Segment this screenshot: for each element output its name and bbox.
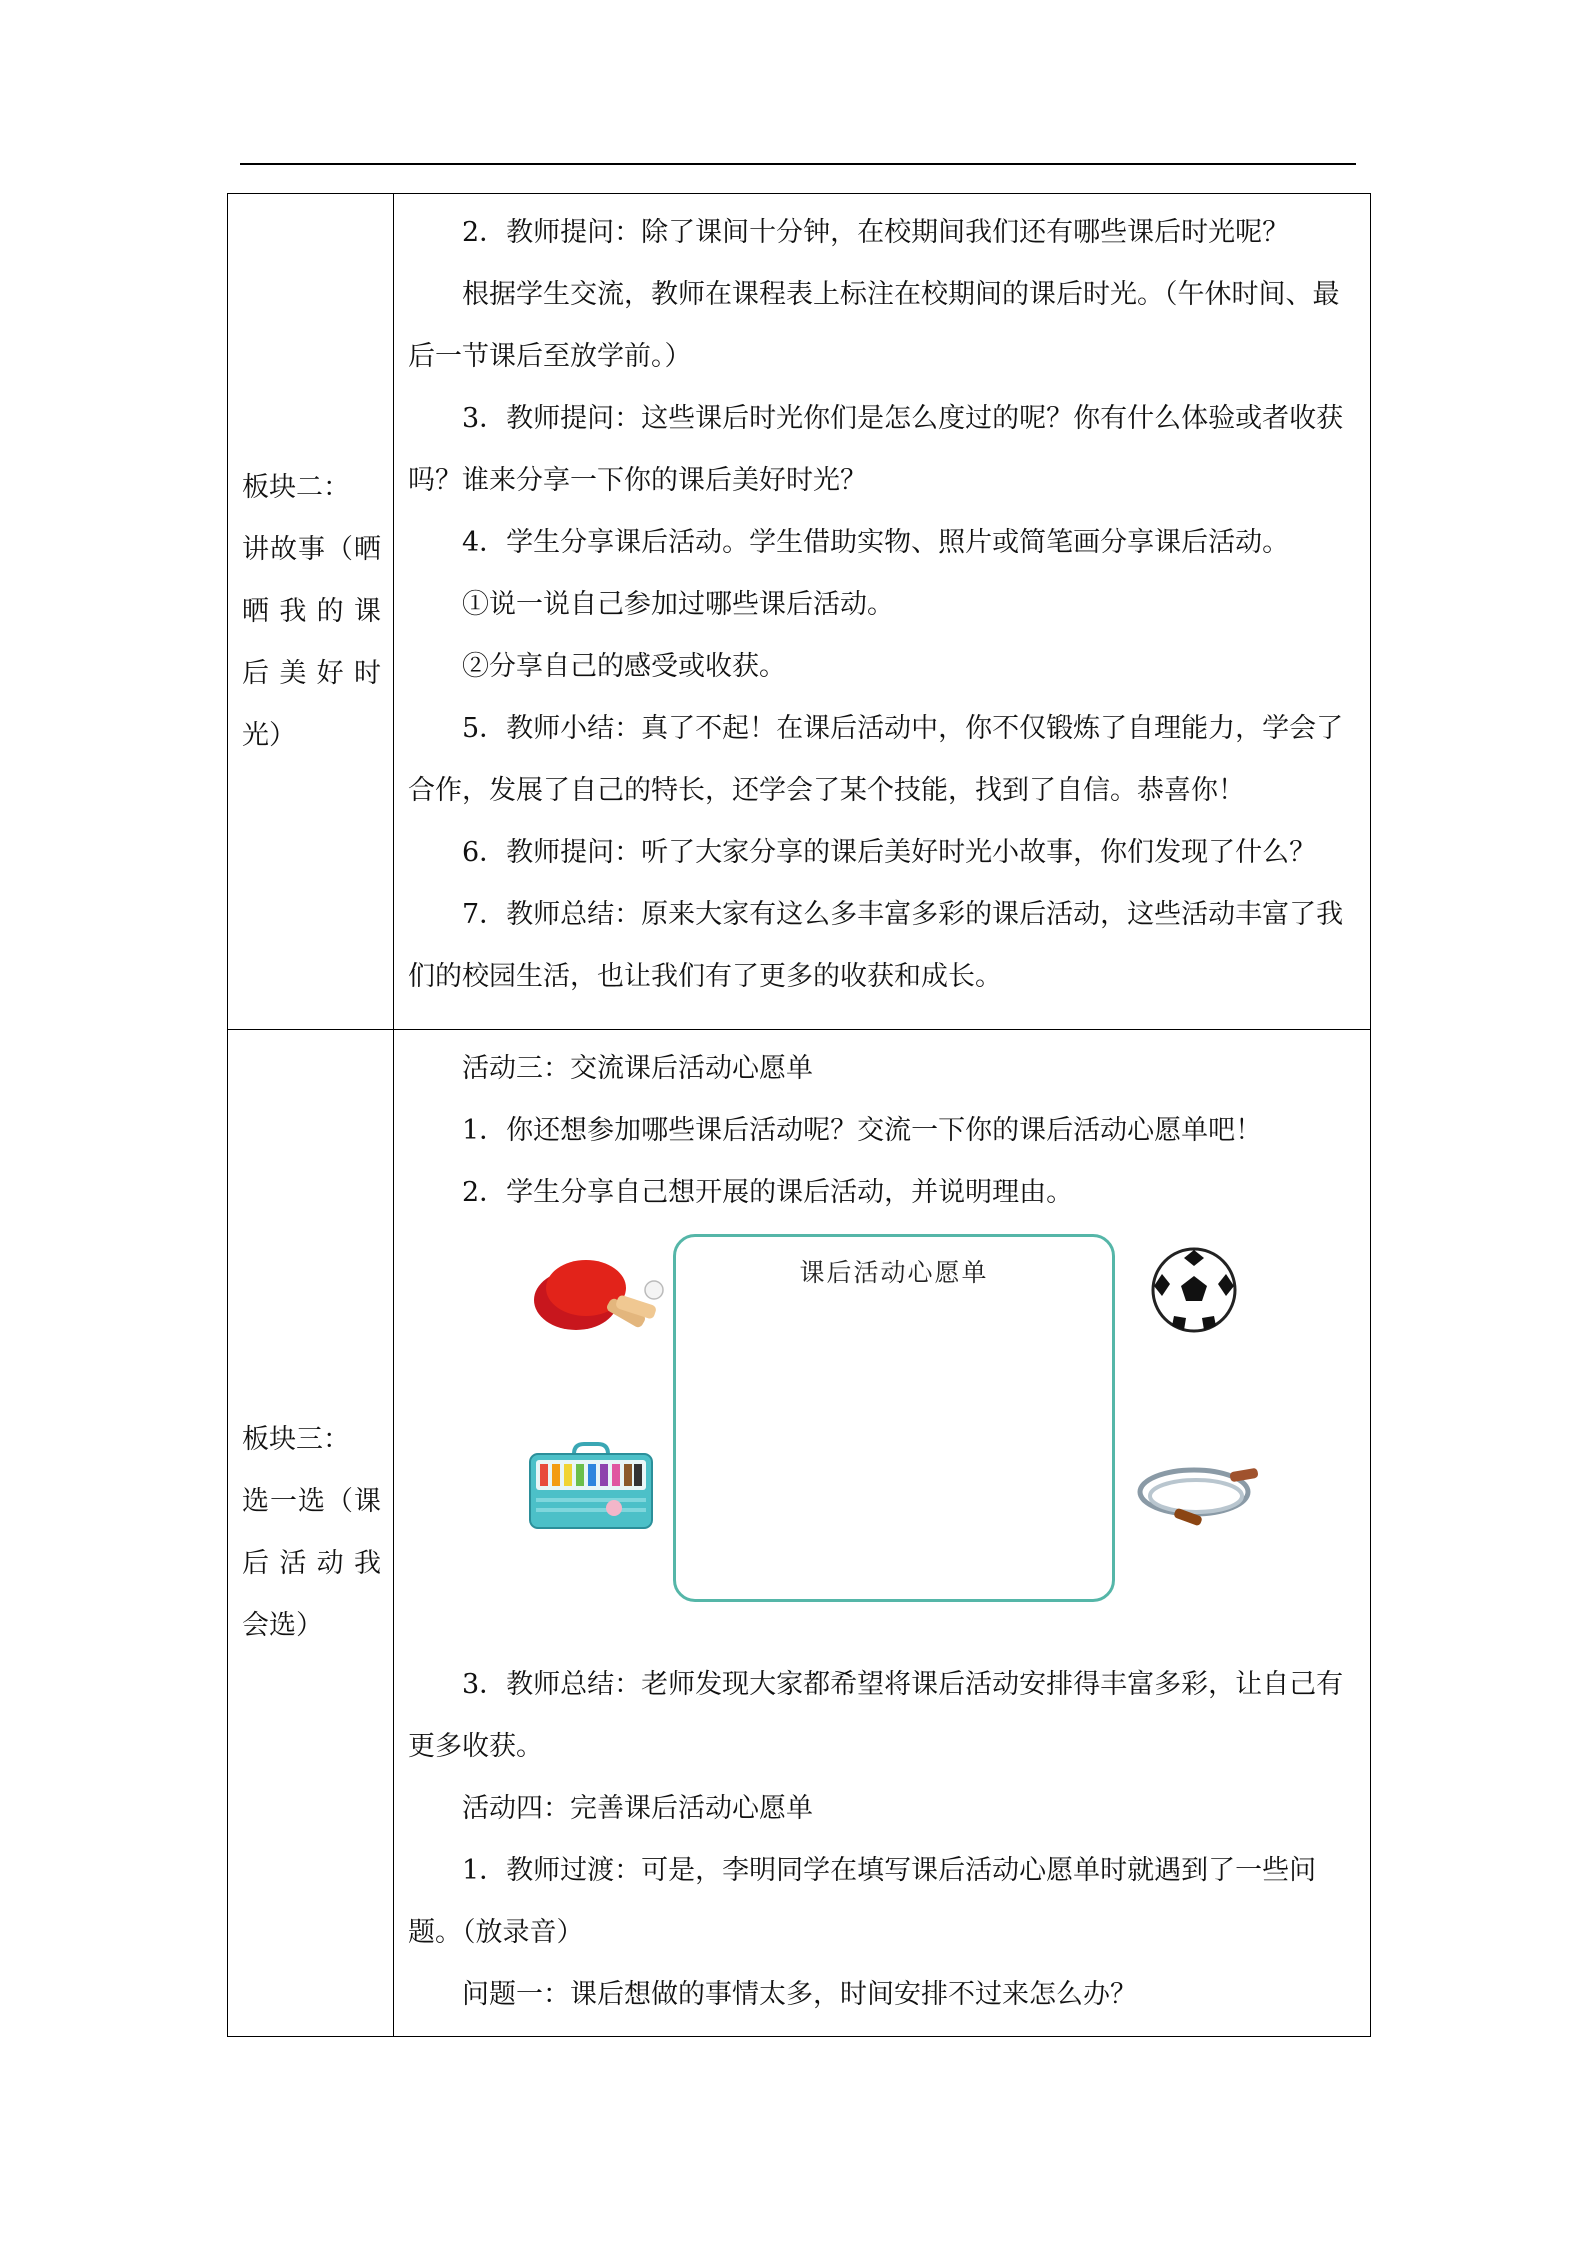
section-label-line: 光） — [242, 719, 296, 751]
section-3-content — [394, 1030, 1371, 2037]
wishlist-card — [673, 1234, 1115, 1602]
section-label-line: 板块二： — [242, 471, 350, 503]
paragraph: 根据学生交流，教师在课程表上标注在校期间的课后时光。（午休时间、最后一节课后至放学前。） — [408, 279, 1340, 372]
paragraph: 活动三：交流课后活动心愿单 — [462, 1053, 813, 1084]
wishlist-illustration — [408, 1228, 1356, 1648]
section-label-line: 晒 我 的 课 — [242, 595, 381, 627]
soccer-ball-icon — [1150, 1246, 1238, 1334]
wishlist-title: 课后活动心愿单 — [799, 1258, 989, 1287]
ping-pong-paddle-icon — [528, 1254, 668, 1354]
table-row-section-3 — [228, 1030, 1371, 2037]
lesson-plan-table — [227, 193, 1371, 2037]
section-2-content — [394, 194, 1371, 1030]
paragraph: 问题一：课后想做的事情太多，时间安排不过来怎么办？ — [462, 1979, 1137, 2010]
paragraph: 7．教师总结：原来大家有这么多丰富多彩的课后活动，这些活动丰富了我们的校园生活，也让我们有了更多的收获和成长。 — [408, 899, 1344, 992]
paragraph: 3．教师提问：这些课后时光你们是怎么度过的呢？你有什么体验或者收获吗？谁来分享一下你的课后美好时光？ — [408, 403, 1344, 496]
section-2-label — [228, 194, 394, 1030]
jump-rope-icon — [1134, 1456, 1264, 1536]
paragraph: ②分享自己的感受或收获。 — [462, 651, 786, 682]
paragraph: 6．教师提问：听了大家分享的课后美好时光小故事，你们发现了什么？ — [462, 837, 1317, 868]
section-label-line: 讲故事（晒 — [242, 533, 381, 565]
section-label-line: 选一选（课 — [242, 1486, 381, 1517]
paragraph: 3．教师总结：老师发现大家都希望将课后活动安排得丰富多彩，让自己有更多收获。 — [408, 1669, 1344, 1762]
section-label-line: 板块三： — [242, 1424, 350, 1455]
table-row-section-2 — [228, 194, 1371, 1030]
paragraph: 2．教师提问：除了课间十分钟，在校期间我们还有哪些课后时光呢？ — [462, 217, 1290, 248]
section-label-line: 后 活 动 我 — [242, 1548, 381, 1579]
paragraph: 1．教师过渡：可是，李明同学在填写课后活动心愿单时就遇到了一些问题。（放录音） — [408, 1855, 1317, 1948]
section-3-label — [228, 1030, 394, 2037]
paragraph: 2．学生分享自己想开展的课后活动，并说明理由。 — [462, 1177, 1074, 1208]
header-rule — [240, 163, 1356, 165]
paragraph: 1．你还想参加哪些课后活动呢？交流一下你的课后活动心愿单吧！ — [462, 1115, 1263, 1146]
paragraph: 5．教师小结：真了不起！在课后活动中，你不仅锻炼了自理能力，学会了合作，发展了自己的特长，还学会了某个技能，找到了自信。恭喜你！ — [408, 713, 1344, 806]
section-label-line: 后 美 好 时 — [242, 657, 381, 689]
paragraph: 活动四：完善课后活动心愿单 — [462, 1793, 813, 1824]
crayon-box-icon — [526, 1442, 656, 1532]
paragraph: 4．学生分享课后活动。学生借助实物、照片或简笔画分享课后活动。 — [462, 527, 1290, 558]
section-label-line: 会选） — [242, 1610, 323, 1641]
paragraph: ①说一说自己参加过哪些课后活动。 — [462, 589, 894, 620]
